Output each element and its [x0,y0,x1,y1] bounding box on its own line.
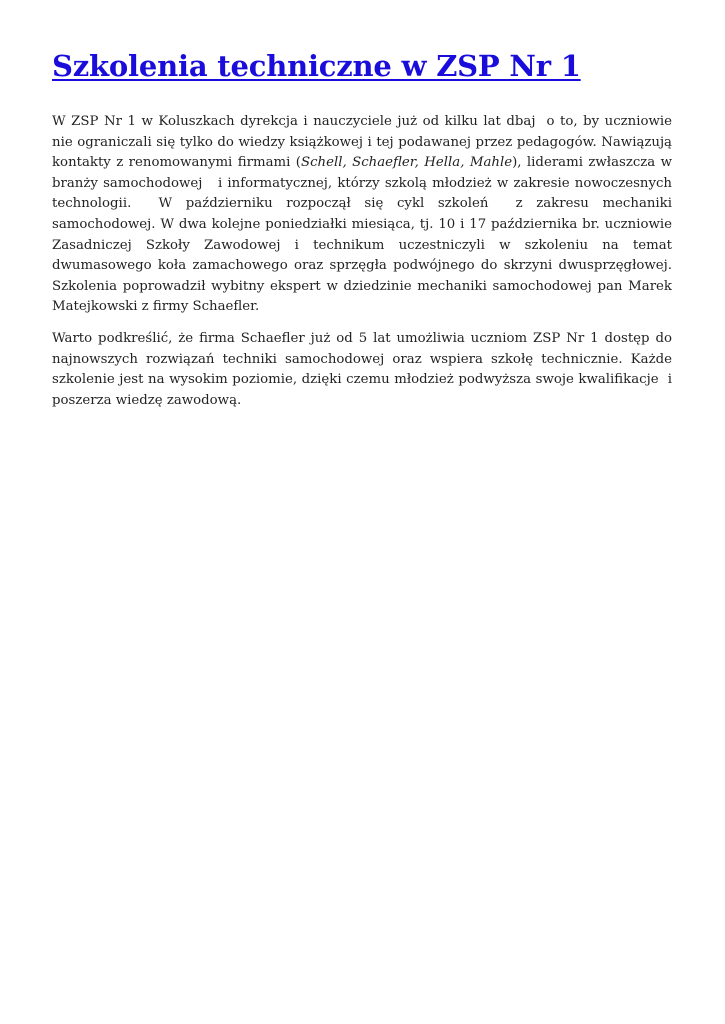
article-paragraph-1 [52,112,672,318]
company-names-italic: Schell, Schaefler, Hella, Mahle [300,155,513,171]
paragraph-1-text-start: W ZSP Nr 1 w Koluszkach dyrekcja i nauczyciele już od kilku lat dbaj o to, by uczniowie nie ograniczali się tylko do wiedzy książkowej i tej podawanej przez pedagogów. Nawiązują kontakty z renomowanymi firmami ( [52,114,672,171]
article [52,0,672,411]
article-paragraph-2: Warto podkreślić, że firma Schaefler już od 5 lat umożliwia uczniom ZSP Nr 1 dostęp do najnowszych rozwiązań techniki samochodowej oraz wspiera szkołę technicznie. Każde szkolenie jest na wysokim poziomie, dzięki czemu młodzież podwyższa swoje kwalifikacje i poszerza wiedzę zawodową. [52,330,672,408]
paragraph-1-text-end: ), liderami zwłaszcza w branży samochodowej i informatycznej, którzy szkolą młodzież w zakresie nowoczesnych technologii. W październiku rozpoczął się cykl szkoleń z zakresu mechaniki samochodowej. W dwa kolejne poniedziałki miesiąca, tj. 10 i 17 października br. uczniowie Zasadniczej Szkoły Zawodowej i technikum uczestniczyli w szkoleniu na temat dwumasowego koła zamachowego oraz sprzęgła podwójnego do skrzyni dwusprzęgłowej. Szkolenia poprowadził wybitny ekspert w dziedzinie mechaniki samochodowej pan Marek Matejkowski z firmy Schaefler. [52,155,673,315]
article-title-link[interactable]: Szkolenia techniczne w ZSP Nr 1 [52,49,581,83]
